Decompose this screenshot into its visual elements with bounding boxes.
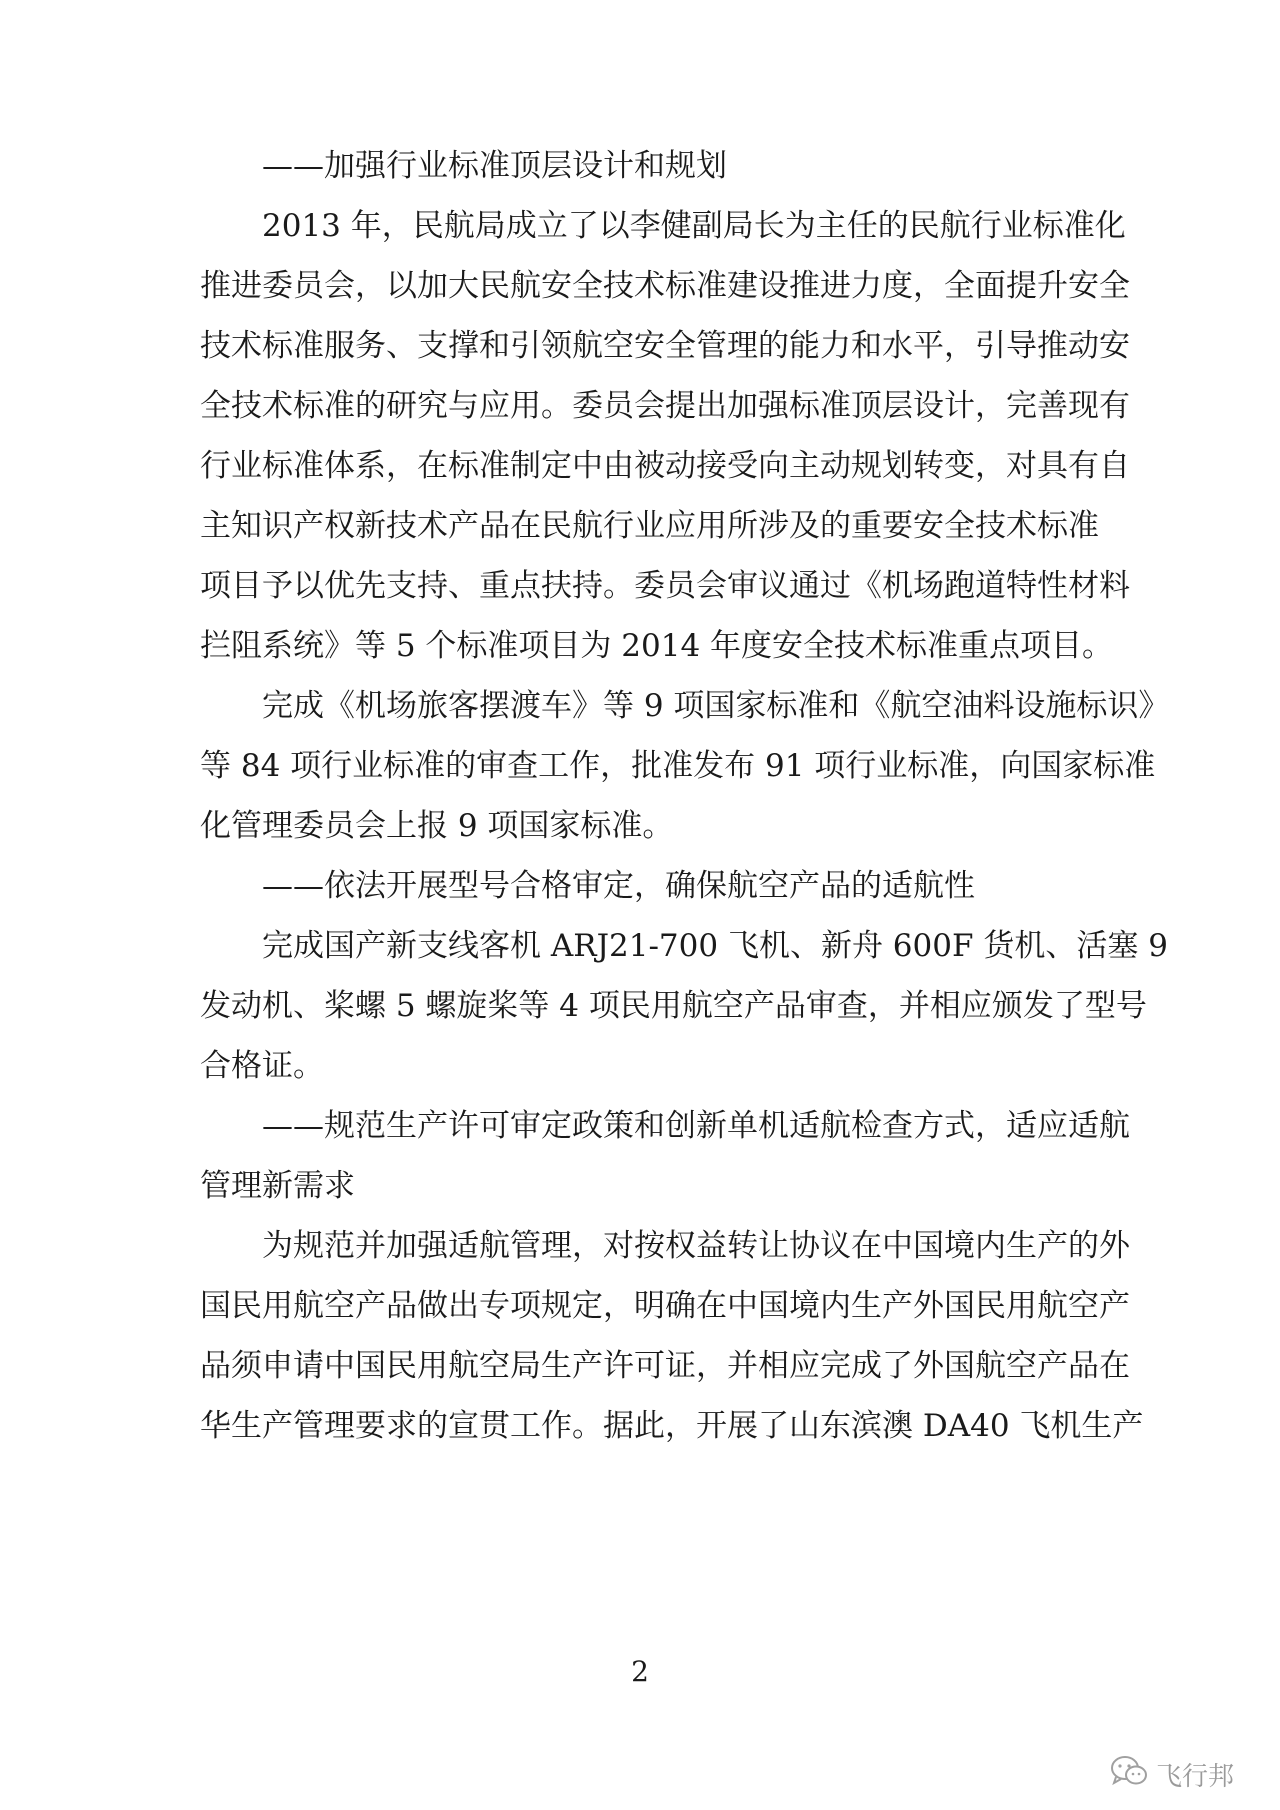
page-number: 2 [631, 1655, 649, 1688]
paragraph-line: 化管理委员会上报 9 项国家标准。 [200, 808, 674, 844]
watermark [1110, 1755, 1234, 1794]
paragraph-line: 国民用航空产品做出专项规定，明确在中国境内生产外国民用航空产 [200, 1288, 1130, 1324]
paragraph-line: 行业标准体系，在标准制定中由被动接受向主动规划转变，对具有自 [200, 448, 1130, 484]
paragraph-line: 发动机、桨螺 5 螺旋桨等 4 项民用航空产品审查，并相应颁发了型号 [200, 988, 1147, 1024]
paragraph-line: 为规范并加强适航管理，对按权益转让协议在中国境内生产的外 [262, 1228, 1130, 1264]
watermark-text: 飞行邦 [1156, 1762, 1235, 1792]
paragraph-line: 推进委员会，以加大民航安全技术标准建设推进力度，全面提升安全 [200, 268, 1130, 304]
paragraph-line: 品须申请中国民用航空局生产许可证，并相应完成了外国航空产品在 [200, 1348, 1130, 1384]
section-heading: 管理新需求 [200, 1168, 355, 1204]
section-heading: ——规范生产许可审定政策和创新单机适航检查方式，适应适航 [262, 1108, 1130, 1144]
paragraph-line: 完成《机场旅客摆渡车》等 9 项国家标准和《航空油料设施标识》 [262, 688, 1170, 724]
paragraph-line: 华生产管理要求的宣贯工作。据此，开展了山东滨澳 DA40 飞机生产 [200, 1408, 1144, 1444]
paragraph-line: 2013 年，民航局成立了以李健副局长为主任的民航行业标准化 [262, 208, 1126, 244]
paragraph-line: 拦阻系统》等 5 个标准项目为 2014 年度安全技术标准重点项目。 [200, 628, 1114, 664]
paragraph-line: 项目予以优先支持、重点扶持。委员会审议通过《机场跑道特性材料 [200, 568, 1130, 604]
paragraph-line: 完成国产新支线客机 ARJ21-700 飞机、新舟 600F 货机、活塞 9 [262, 928, 1168, 964]
paragraph-line: 主知识产权新技术产品在民航行业应用所涉及的重要安全技术标准 [200, 508, 1099, 544]
paragraph-line: 合格证。 [200, 1048, 324, 1084]
paragraph-line: 全技术标准的研究与应用。委员会提出加强标准顶层设计，完善现有 [200, 388, 1130, 424]
paragraph-line: 技术标准服务、支撑和引领航空安全管理的能力和水平，引导推动安 [200, 328, 1130, 364]
wechat-icon [1110, 1755, 1148, 1794]
paragraph-line: 等 84 项行业标准的审查工作，批准发布 91 项行业标准，向国家标准 [200, 748, 1156, 784]
section-heading: ——依法开展型号合格审定，确保航空产品的适航性 [262, 868, 975, 904]
section-heading: ——加强行业标准顶层设计和规划 [262, 148, 727, 184]
